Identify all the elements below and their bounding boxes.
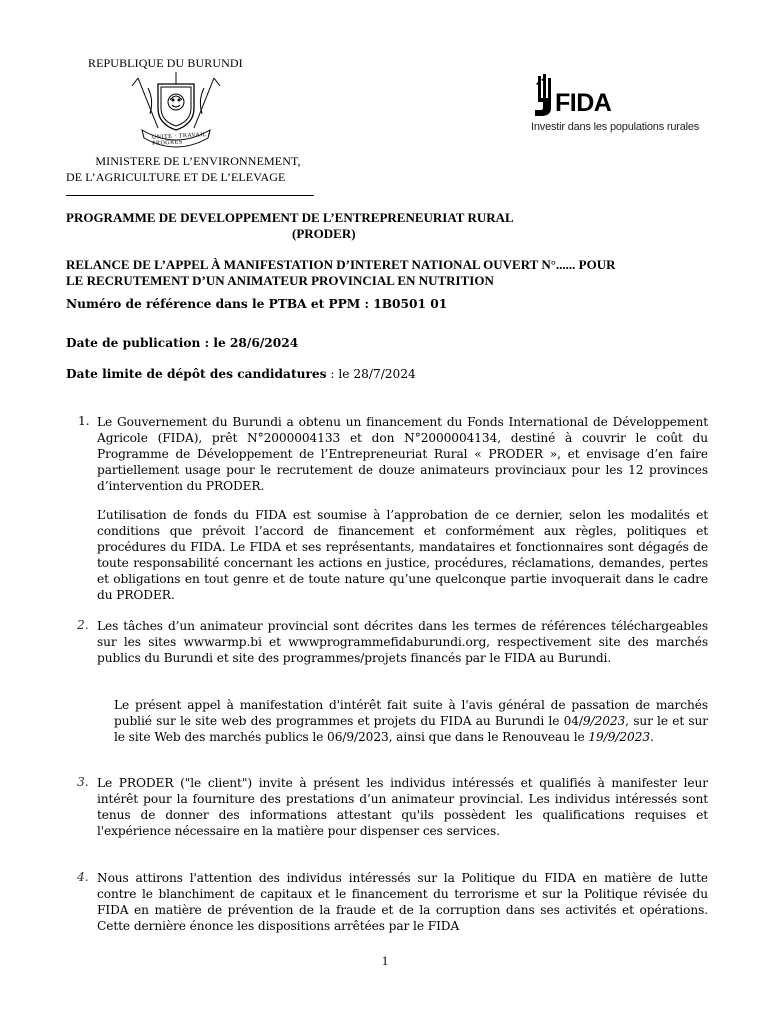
ministry-line-1: MINISTERE DE L’ENVIRONNEMENT, bbox=[95, 154, 301, 168]
section-2-p2-date-2: 19/9/2023 bbox=[588, 730, 650, 745]
section-2-p2-date-1: 9/2023 bbox=[582, 714, 626, 729]
section-number-4: 4. bbox=[77, 870, 89, 884]
deadline-line bbox=[66, 367, 416, 381]
section-1-paragraph-1: Le Gouvernement du Burundi a obtenu un financement du Fonds International de Développement Agricole (FIDA), prêt N°2000004133 et don N°2000004134, destiné à couvrir le coût du Programme de Développement de l’Entrepreneuriat Rural « PRODER », et envisage d’en faire partiellement usage pour le recrutement de douze animateurs provinciaux pour les 12 provinces d’intervention du PRODER. bbox=[97, 415, 708, 494]
section-number-3: 3. bbox=[77, 775, 89, 789]
reference-number: Numéro de référence dans le PTBA et PPM : 1B0501 01 bbox=[66, 297, 448, 311]
fida-logo-text: FIDA bbox=[555, 89, 612, 117]
publication-date: Date de publication : le 28/6/2024 bbox=[66, 336, 299, 350]
section-2-p2-part-a: Le présent appel à manifestation d'intérêt fait suite à l'avis général de passation de marchés publié sur le site web des programmes et projets du FIDA au Burundi le 04/ bbox=[114, 698, 708, 729]
call-title-line-2: LE RECRUTEMENT D’UN ANIMATEUR PROVINCIAL EN NUTRITION bbox=[66, 273, 494, 288]
section-number-2: 2. bbox=[77, 618, 89, 632]
programme-title: PROGRAMME DE DEVELOPPEMENT DE L’ENTREPRENEURIAT RURAL bbox=[66, 210, 514, 225]
section-number-1: 1. bbox=[78, 414, 90, 428]
deadline-value: : le 28/7/2024 bbox=[326, 367, 416, 381]
seal-motto: UNITE · TRAVAIL · PROGRES bbox=[151, 131, 212, 147]
page-number: 1 bbox=[381, 953, 389, 968]
fida-tagline: Investir dans les populations rurales bbox=[531, 121, 700, 133]
call-title-line-1: RELANCE DE L’APPEL À MANIFESTATION D’INTERET NATIONAL OUVERT N°...... POUR bbox=[66, 257, 616, 272]
section-1-paragraph-2: L’utilisation de fonds du FIDA est soumise à l’approbation de ce dernier, selon les modalités et conditions que prévoit l’accord de financement et conformément aux règles, politiques et procédures du FIDA. Le FIDA et ses représentants, mandataires et fonctionnaires sont dégagés de toute responsabilité concernant les actions en justice, procédures, réclamations, demandes, pertes et obligations en tout genre et de toute nature qu’une quelconque partie invoquerait dans le cadre du PRODER. bbox=[97, 508, 708, 603]
section-2-p2-part-e: . bbox=[649, 730, 654, 745]
programme-acronym: (PRODER) bbox=[292, 226, 356, 241]
section-2-paragraph-2 bbox=[114, 697, 708, 745]
deadline-label: Date limite de dépôt des candidatures bbox=[66, 367, 327, 381]
country-name: REPUBLIQUE DU BURUNDI bbox=[88, 56, 243, 70]
header-divider bbox=[66, 195, 314, 196]
section-2-paragraph-1: Les tâches d’un animateur provincial sont décrites dans les termes de références téléchargeables sur les sites wwwarmp.bi et wwwprogrammefidaburundi.org, respectivement site des marchés publics du Burundi et site des programmes/projets financés par le FIDA au Burundi. bbox=[97, 619, 708, 666]
burundi-coat-of-arms bbox=[128, 70, 224, 150]
ministry-line-2: DE L’AGRICULTURE ET DE L’ELEVAGE bbox=[66, 170, 286, 184]
section-4-paragraph: Nous attirons l'attention des individus intéressés sur la Politique du FIDA en matière de lutte contre le blanchiment de capitaux et le financement du terrorisme et sur la Politique révisée du FIDA en matière de prévention de la fraude et de la corruption dans ses activités et opérations. Cette dernière énonce les dispositions arrêtées par le FIDA bbox=[97, 871, 708, 934]
section-3-paragraph: Le PRODER ("le client") invite à présent les individus intéressés et qualifiés à manifester leur intérêt pour la fourniture des prestations d’un animateur provincial. Les individus intéressés sont tenus de donner des informations attestant qu'ils possèdent les qualifications requises et l'expérience nécessaire en la matière pour dispenser ces services. bbox=[97, 776, 708, 839]
section-2-p2-part-c: , sur le et sur le site Web des marchés publics le 06/9/2023, ainsi que dans le Renouveau le bbox=[114, 714, 708, 745]
